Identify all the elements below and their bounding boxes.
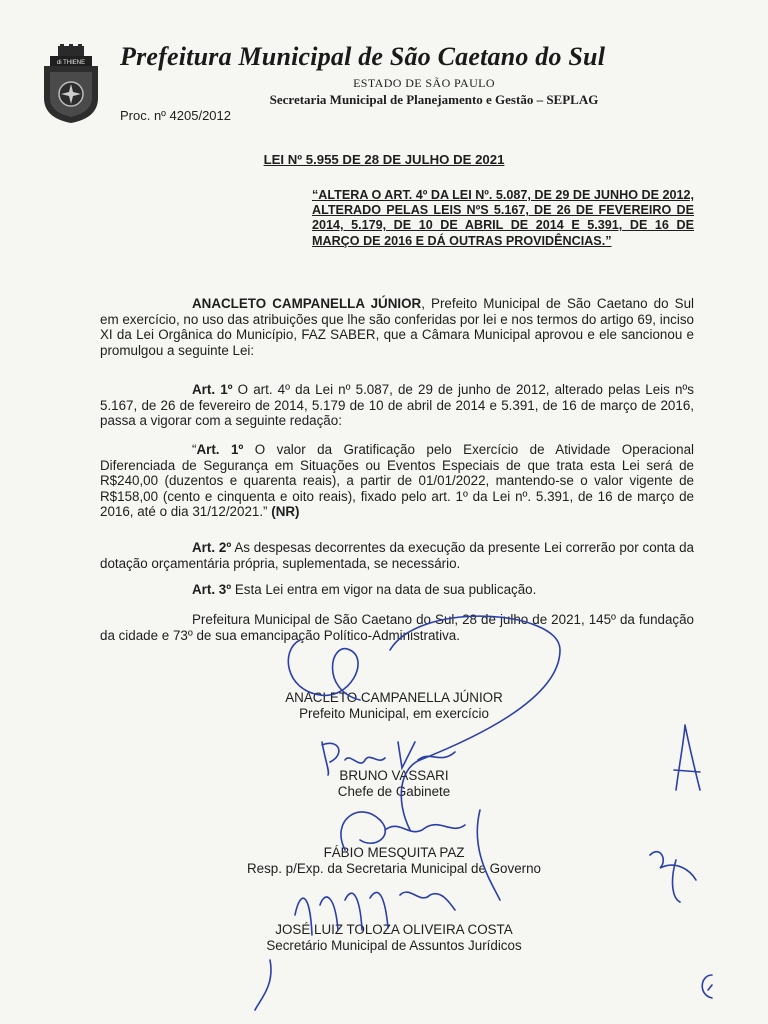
margin-initial-c <box>702 975 712 998</box>
article-1-paragraph <box>100 382 694 429</box>
article-3-label: Art. 3º <box>192 582 232 597</box>
signatory-role-1: Prefeito Municipal, em exercício <box>299 706 489 721</box>
article-2-text: As despesas decorrentes da execução da presente Lei correrão por conta da dotação orçamentária própria, suplementada, se necessário. <box>100 540 695 571</box>
signatory-name-2: BRUNO VASSARI <box>339 768 449 783</box>
article-1-label: Art. 1º <box>192 382 233 397</box>
signatory-name-3: FÁBIO MESQUITA PAZ <box>323 845 465 860</box>
signatory-role-4: Secretário Municipal de Assuntos Jurídicos <box>266 938 522 953</box>
closing-paragraph: Prefeitura Municipal de São Caetano do Sul, 28 de julho de 2021, 145º da fundação da cidade e 73º de sua emancipação Político-Administrativa. <box>100 612 694 643</box>
law-ementa: “ALTERA O ART. 4º DA LEI Nº. 5.087, DE 29 DE JUNHO DE 2012, ALTERADO PELAS LEIS NºS 5.167, DE 26 DE FEVEREIRO DE 2014, 5.179, DE 10 DE ABRIL DE 2014 E 5.391, DE 16 DE MARÇO DE 2016 E DÁ OUTRAS PROVIDÊNCIAS.” <box>312 188 694 248</box>
article-3-paragraph <box>100 582 694 598</box>
quoted-article-text: O valor da Gratificação pelo Exercício de Atividade Operacional Diferenciada de Segurança em Situações ou Eventos Especiais de que trata esta Lei será de R$240,00 (duzentos e quarenta reais), a partir de 01/01/2022, mantendo-se o valor vigente de R$158,00 (cento e cinquenta e oito reais), fixado pelo art. 1º da Lei nº. 5.391, de 16 de março de 2016, até o dia 31/12/2021.” <box>100 442 694 520</box>
preamble-paragraph <box>100 296 694 358</box>
quoted-article-paragraph <box>100 442 694 520</box>
article-1-text: O art. 4º da Lei nº 5.087, de 29 de junho de 2012, alterado pelas Leis nºs 5.167, de 26 de fevereiro de 2014, 5.179 de 10 de abril de 2014 e 5.391, de 16 de março de 2016, passa a vigorar com a seguinte redação: <box>100 382 694 429</box>
preamble-text: , Prefeito Municipal de São Caetano do Sul em exercício, no uso das atribuições que lhe são conferidas por lei e nos termos do artigo 69, inciso XI da Lei Orgânica do Município, FAZ SABER, que a Câmara Municipal aprovou e ele sancionou e promulgou a seguinte Lei: <box>100 296 694 358</box>
signatory-name-4: JOSÉ LUIZ TOLOZA OLIVEIRA COSTA <box>275 922 513 937</box>
quoted-article-label: Art. 1º <box>196 442 244 457</box>
law-title: LEI Nº 5.955 DE 28 DE JULHO DE 2021 <box>263 152 505 167</box>
header-title: Prefeitura Municipal de São Caetano do Sul <box>120 42 606 71</box>
header-secretaria: Secretaria Municipal de Planejamento e Gestão – SEPLAG <box>269 92 599 107</box>
article-3-text: Esta Lei entra em vigor na data de sua publicação. <box>231 582 537 597</box>
signatory-role-2: Chefe de Gabinete <box>337 784 451 799</box>
quote-open: “ <box>192 442 197 457</box>
process-number: Proc. nº 4205/2012 <box>120 108 231 123</box>
signatory-name-1: ANACLETO CAMPANELLA JÚNIOR <box>285 690 503 705</box>
article-2-label: Art. 2º <box>192 540 232 555</box>
crest-label: di THIENE <box>56 60 86 66</box>
article-2-paragraph <box>100 540 694 571</box>
signatory-role-3: Resp. p/Exp. da Secretaria Municipal de Governo <box>246 861 541 876</box>
mayor-name: ANACLETO CAMPANELLA JÚNIOR <box>192 296 422 311</box>
nr-marker: (NR) <box>271 504 300 520</box>
header-state: ESTADO DE SÃO PAULO <box>353 76 495 90</box>
